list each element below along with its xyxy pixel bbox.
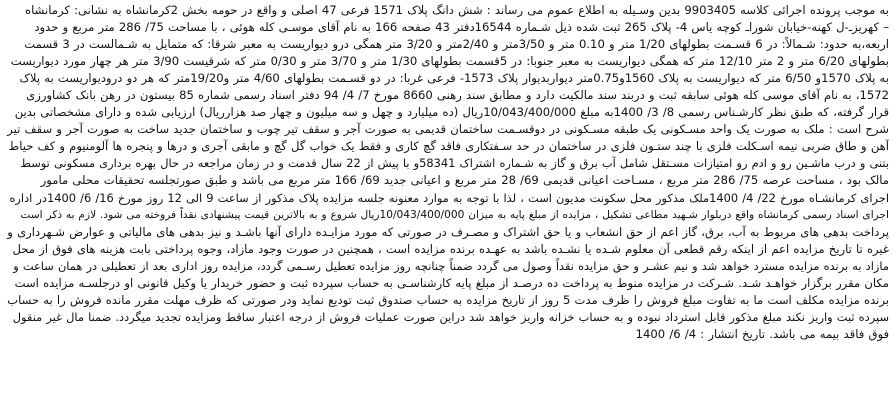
notice-line: به موجب پرونده اجرائی کلاسه 9903405 بدین وسـیله به اطلاع عموم می رساند : شش دانگ پلاک 1571 فرعی 47 اصلی و واقع در حومه بخش 2کرمانشاه به نشانی: کرمانشاه xyxy=(25,3,889,17)
publication-date-line: فوق فاقد بیمه می باشد. تاریخ انتشار : 4/ 6/ 1400 xyxy=(635,326,889,341)
notice-line: 1572، به نام آقای موسی کله هوئی سابقه ثبت و دربند سند مالکیت دارد و مطابق سند رهنی 8660 مورخ 7/ 4/ 94 دفتر اسناد رسمی شماره 85 بیستون در رهن بانک کشاورزی xyxy=(26,88,889,103)
notice-line: اجرای کرمانشـاه مورخ 22/ 4/ 1400ملک مذکور محل سکونت مدیون است ، لذا با توجه به موارد معنونه جلسه مزایده پلاک مذکور از ساعت 9 الی 12 روز مورخ 16/ 6/ 1400در اداره xyxy=(9,190,889,205)
notice-line: غیره تا تاریخ مزایده اعم از اینکه رقم قطعی آن معلوم شـده یا نشـده باشد به عهـده برنده مزایده است ، همچنین در صورت وجود مازاد، وجوه پرداختی بابت هزینه های فوق از محل xyxy=(12,241,889,256)
notice-line: بطولهای 6/20 متر و 2 متر 12/10 متر که همگی دیواریست به معبر جنوبا: در 5قسمت بطولهای 1/30 متر و 3/70 متر و 0/30 متر که شرقیست 3/90 متر هر چهار مورد دیواریست xyxy=(10,54,889,69)
notice-line: برنده مزایده مکلف است ما به تفاوت مبلغ فروش را ظرف مدت 5 روز از تاریخ مزایده به حساب صندوق ثبت تودیع نماید ودر صورتی که ظرف مهلت مقرر مانده فروش را به حساب xyxy=(7,292,889,307)
notice-line: اجرای اسناد رسمی کرمانشاه واقع دربلوار شـهید مطاعی تشکیل ، مزایده از مبلغ پایه به میزان 10/043/400/000ریال شروع و به بالاترین قیمت پیشنهادی نقداً فروخته می شود. لازم به ذکر است xyxy=(20,208,889,221)
notice-line: قرار گرفته، که طبق نظر کارشـناس رسمی 8/ 3/ 1400به مبلغ 10/043/400/000ریال (ده میلیارد و چهل و سه میلیون و چهار صد هزارریال) ارزیابی شده و دارای مشخصاتی بدین xyxy=(14,105,889,120)
notice-line: به پلاک 1570و 6/50 متر که دیواریست به پلاک 1560و0.75متر دیواربدیوار پلاک 1573- فرعی غربا: در دو قسـمت بطولهای 4/60 متر و19/20متر که هر دو درودیواریست به پلاک xyxy=(19,71,889,86)
notice-line: – کهریزـ-ل کهنه-خیابان شوراـ کوچه یاس 4- پلاک 265 ثبت شده ذیل شـماره 16544دفتر 43 صفحه 166 به نام آقای موسـی کله هوئی ، با مساحت 75/ 286 متر مربع و حدود xyxy=(34,20,889,35)
notice-line: بتنی و درب ماشـین رو و ادم رو امتیازات مسـتقل شامل آب برق و گاز به شـماره اشتراک 58341و با پیش از 22 سال قدمت و در زمان مراجعه در حال بهره برداری مسکونی توسط xyxy=(20,156,889,171)
notice-line: اربعه،به حدود: شـمالاً: در 6 قسـمت بطولهای 1/20 متر و 0.10 متر و 3/50متر و 2/40متر و 3/20 متر همگی درو دیواریست به معبر شرقا: که متمایل به شـمالست در 3 قسمت xyxy=(24,37,889,52)
notice-line: شرح است : ملک به صورت یک واحد مسـکونی یک طبقه مسـکونی در دوقسـمت ساختمان قدیمی به صورت آجر و سقف تیر چوب و ساختمان جدید ساخت به صورت آجر و سقف تیر xyxy=(7,122,889,137)
notice-line: سپرده ثبت واریز نکند مبلغ مذکور قابل استرداد نبوده و به حساب خزانه واریز خواهد شد دراین صورت عملیات فروش از درجه اعتبار ساقط ومزایده تجدید میگردد. ضمنا مال غیر منقول xyxy=(12,309,889,324)
notice-line: مازاد به برنده مزایده مسترد خواهد شد و نیم عشـر و حق مزایده نقداً وصول می گردد ضمناً چنانچه روز مزایده تعطیل رسـمی گردد، مزایده روز اداری بعد از تعطیلی در همان ساعت و xyxy=(13,258,889,273)
notice-line: مکان مقرر برگزار خواهـد شـد. شـرکت در مزایده منوط به پرداخت ده درصـد از مبلغ پایه کارشناسـی به حساب سپرده ثبت و حضور خریدار یا وکیل قانونی او درجلسـه مزایده است xyxy=(14,275,889,290)
notice-line: مالک بود ، مساحت عرصه 75/ 286 متر مربع ، مسـاحت اعیانی قدیمی 69/ 28 متر مربع و اعیانی جدید 69/ 166 متر مربع می باشد و طبق صورتجلسه تحقیقات محلی مامور xyxy=(40,173,889,188)
notice-line: پرداخت بدهی های مربوط به آب، برق، گاز اعم از حق انشعاب و یا حق اشتراک و مصـرف در صورتی که مورد مزایـده دارای آنها باشـد و نیز بدهی های مالیاتی و عوارض شـهرداری و xyxy=(7,224,889,239)
notice-line: آهن و طاق ضربی نیمه اسـکلت فلزی با چند ستـون فلزی در ساختمان در حد سـفتکاری فاقد گچ کاری و فقط یک خواب گل گچ و مابقی آجری و درها و پنجره ها آلومنیوم و کف حیاط xyxy=(8,139,889,154)
